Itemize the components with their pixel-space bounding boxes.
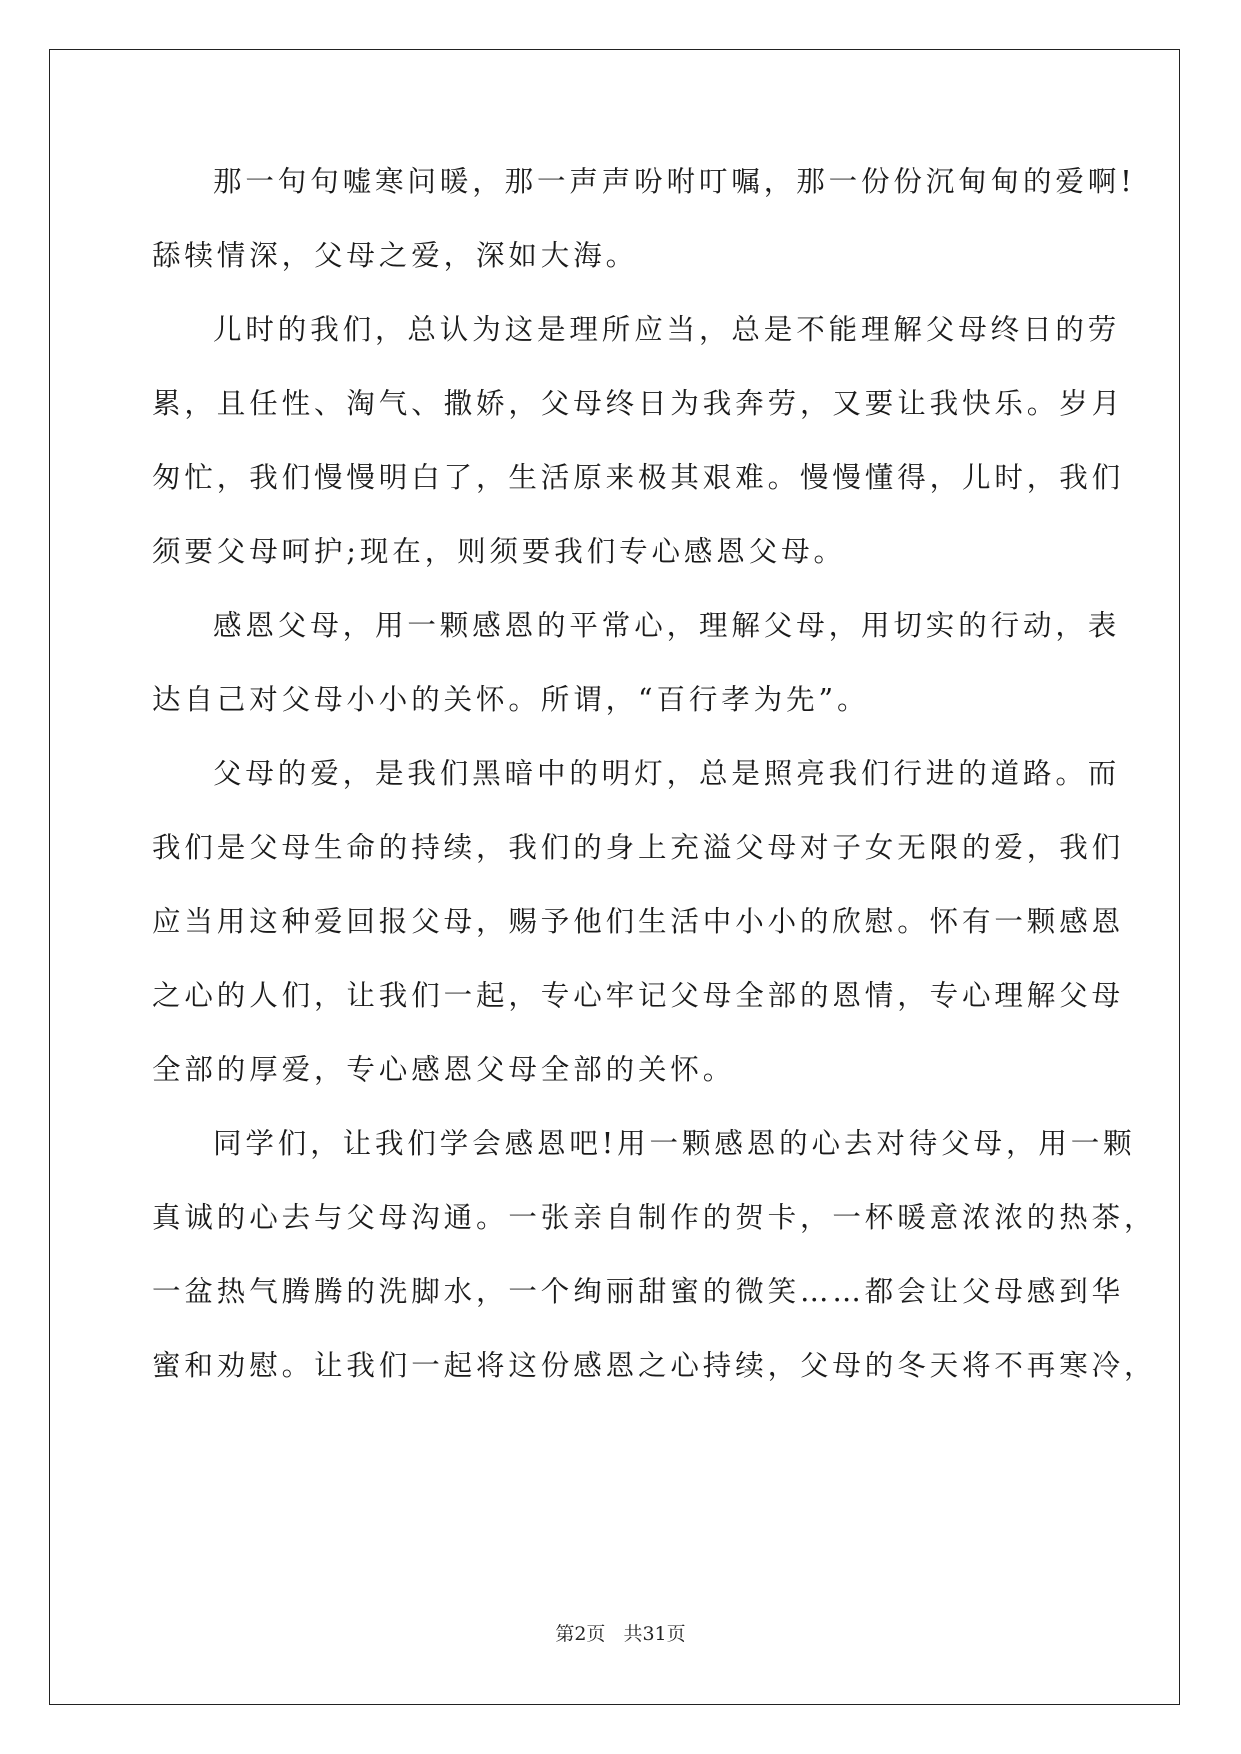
text-line: 一盆热气腾腾的洗脚水，一个绚丽甜蜜的微笑……都会让父母感到华 <box>152 1275 1125 1308</box>
text-line: 全部的厚爱，专心感恩父母全部的关怀。 <box>152 1053 736 1086</box>
text-line: 同学们，让我们学会感恩吧!用一颗感恩的心去对待父母，用一颗 <box>213 1127 1136 1160</box>
text-line: 感恩父母，用一颗感恩的平常心，理解父母，用切实的行动，表 <box>213 609 1121 642</box>
total-pages: 共31页 <box>623 1623 686 1645</box>
text-line: 匆忙，我们慢慢明白了，生活原来极其艰难。慢慢懂得，儿时，我们 <box>152 461 1125 494</box>
text-line: 儿时的我们，总认为这是理所应当，总是不能理解父母终日的劳 <box>213 313 1121 346</box>
text-line: 舔犊情深，父母之爱，深如大海。 <box>152 239 639 272</box>
text-line: 须要父母呵护;现在，则须要我们专心感恩父母。 <box>152 535 846 568</box>
text-line: 那一句句嘘寒问暖，那一声声吩咐叮嘱，那一份份沉甸甸的爱啊! <box>213 165 1136 198</box>
document-body <box>152 158 1157 1416</box>
text-line: 蜜和劝慰。让我们一起将这份感恩之心持续，父母的冬天将不再寒冷， <box>152 1349 1157 1382</box>
text-line: 之心的人们，让我们一起，专心牢记父母全部的恩情，专心理解父母 <box>152 979 1125 1012</box>
text-line: 父母的爱，是我们黑暗中的明灯，总是照亮我们行进的道路。而 <box>213 757 1121 790</box>
text-line: 累，且任性、淘气、撒娇，父母终日为我奔劳，又要让我快乐。岁月 <box>152 387 1125 420</box>
page-footer <box>0 1619 1241 1646</box>
text-line: 我们是父母生命的持续，我们的身上充溢父母对子女无限的爱，我们 <box>152 831 1125 864</box>
text-line: 达自己对父母小小的关怀。所谓，“百行孝为先”。 <box>152 683 870 716</box>
page-number: 第2页 <box>555 1623 606 1645</box>
text-line: 应当用这种爱回报父母，赐予他们生活中小小的欣慰。怀有一颗感恩 <box>152 905 1125 938</box>
text-line: 真诚的心去与父母沟通。一张亲自制作的贺卡，一杯暖意浓浓的热茶， <box>152 1201 1157 1234</box>
